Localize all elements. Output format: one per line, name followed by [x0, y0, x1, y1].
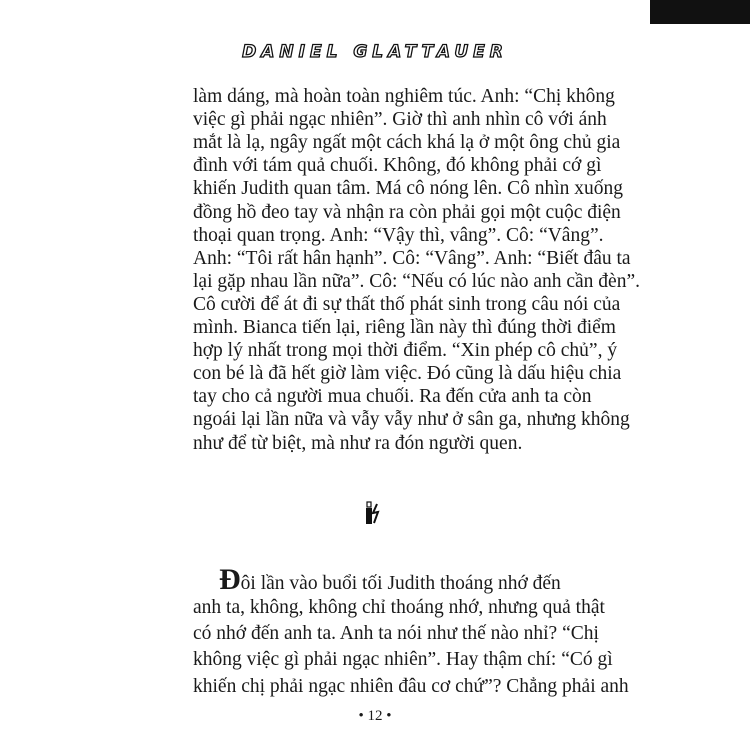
paragraph-1-line: Cô cười để át đi sự thất thố phát sinh trong câu nói của: [193, 293, 621, 315]
paragraph-2-line: [193, 563, 561, 596]
paragraph-2-line: khiến chị phải ngạc nhiên đâu cơ chứ”? Chẳng phải anh: [193, 675, 629, 697]
paragraph-1-line: mắt là lạ, ngây ngất một cách khá lạ ở một ông chủ gia: [193, 132, 621, 154]
paragraph-1-line: hợp lý nhất trong mọi thời điểm. “Xin phép cô chủ”, ý: [193, 340, 618, 362]
paragraph-1-line: việc gì phải ngạc nhiên”. Giờ thì anh nhìn cô với ánh: [193, 109, 607, 131]
paragraph-1-line: đồng hồ đeo tay và nhận ra còn phải gọi một cuộc điện: [193, 201, 621, 223]
paragraph-1-line: con bé là đã hết giờ làm việc. Đó cũng là dấu hiệu chia: [193, 363, 622, 385]
paragraph-1-line: khiến Judith quan tâm. Má cô nóng lên. Cô nhìn xuống: [193, 178, 624, 200]
paragraph-1-line: Anh: “Tôi rất hân hạnh”. Cô: “Vâng”. Anh: “Biết đâu ta: [193, 247, 631, 269]
paragraph-1-line: lại gặp nhau lần nữa”. Cô: “Nếu có lúc nào anh cần đèn”.: [193, 270, 640, 292]
page-corner-shadow: [650, 0, 750, 24]
paragraph-1-line: thoại quan trọng. Anh: “Vậy thì, vâng”. Cô: “Vâng”.: [193, 224, 604, 246]
paragraph-1-line: làm dáng, mà hoàn toàn nghiêm túc. Anh: “Chị không: [193, 86, 615, 107]
paragraph-1-line: tay cho cả người mua chuối. Ra đến cửa anh ta còn: [193, 386, 592, 408]
paragraph-2-line: không việc gì phải ngạc nhiên”. Hay thậm chí: “Có gì: [193, 649, 613, 671]
paragraph-1-line: đình với tám quả chuối. Không, đó không phải cớ gì: [193, 155, 602, 177]
page-number: • 12 •: [358, 708, 392, 724]
paragraph-2-line: có nhớ đến anh ta. Anh ta nói như thế nào nhỉ? “Chị: [193, 623, 599, 645]
paragraph-2-line: anh ta, không, không chỉ thoáng nhớ, nhưng quả thật: [193, 597, 605, 618]
section-ornament-icon: [363, 500, 383, 526]
paragraph-1-line: ngoái lại lần nữa và vẫy vẫy như ở sân ga, nhưng không: [193, 409, 630, 431]
running-header-author: DANIEL GLATTAUER: [242, 42, 508, 62]
paragraph-1-line: mình. Bianca tiến lại, riêng lần này thì đúng thời điểm: [193, 317, 616, 338]
line-text: ôi lần vào buổi tối Judith thoáng nhớ đến: [240, 573, 561, 594]
paragraph-1-line: như để từ biệt, mà như ra đón người quen.: [193, 432, 523, 454]
dropcap: Đ: [219, 563, 241, 596]
